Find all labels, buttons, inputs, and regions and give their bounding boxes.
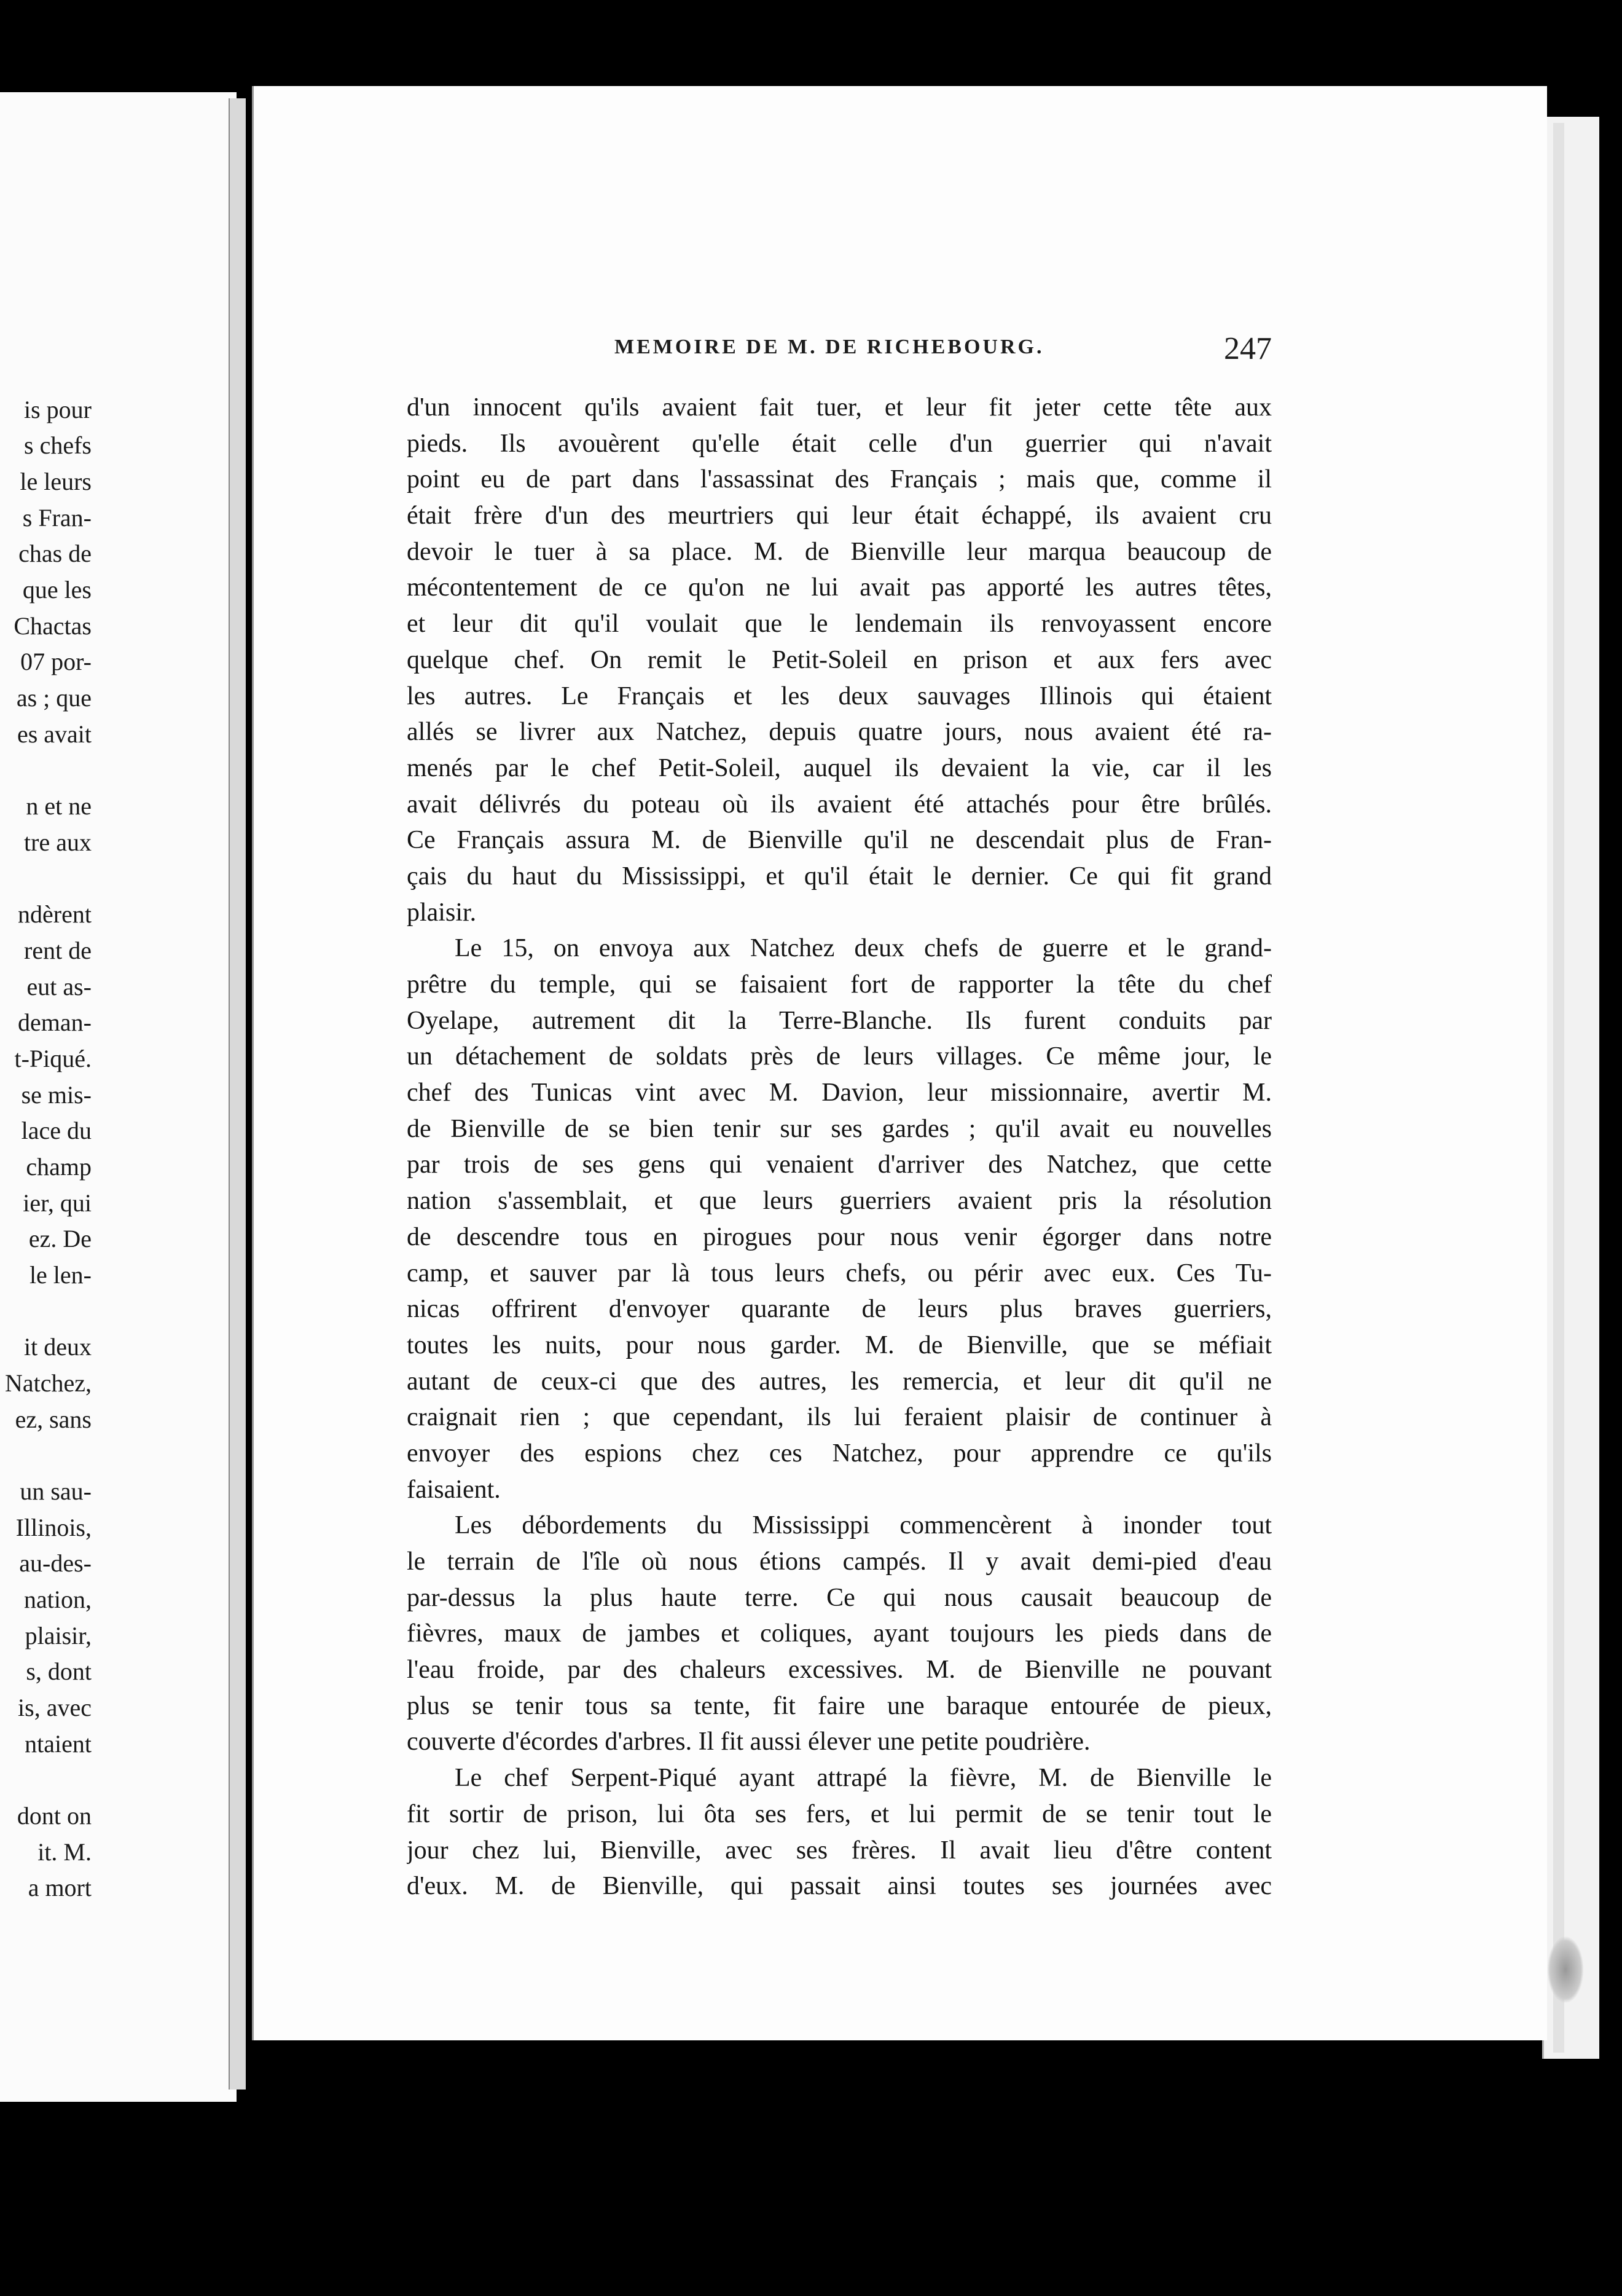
left-page-line: champ xyxy=(26,1153,92,1181)
left-page-line: it deux xyxy=(24,1333,92,1361)
left-page-line: le leurs xyxy=(20,468,92,495)
book-gutter xyxy=(229,98,246,2090)
left-page-line: ez, sans xyxy=(15,1406,92,1433)
left-page-line: es avait xyxy=(17,720,92,748)
text-line: autant de ceux-ci que des autres, les remercia, et leur dit qu'il ne xyxy=(407,1367,1272,1396)
left-page-line: se mis- xyxy=(21,1081,92,1109)
left-page-line: deman- xyxy=(18,1008,92,1036)
left-page-line: a mort xyxy=(28,1874,92,1901)
left-page-line: dont on xyxy=(17,1802,92,1830)
text-line: craignait rien ; que cependant, ils lui feraient plaisir de continuer à xyxy=(407,1403,1272,1432)
left-page-line: eut as- xyxy=(26,973,92,1001)
left-page-line: plaisir, xyxy=(25,1622,92,1649)
left-page-line: s chefs xyxy=(24,431,92,459)
left-page-line: chas de xyxy=(18,540,92,567)
left-page-line: un sau- xyxy=(20,1477,92,1505)
text-line: çais du haut du Mississippi, et qu'il était le dernier. Ce qui fit grand xyxy=(407,862,1272,890)
page-number: 247 xyxy=(1224,331,1272,366)
text-line: allés se livrer aux Natchez, depuis quatre jours, nous avaient été ra- xyxy=(407,718,1272,747)
text-line: par-dessus la plus haute terre. Ce qui nous causait beaucoup de xyxy=(407,1583,1272,1612)
text-line: couverte d'écordes d'arbres. Il fit aussi élever une petite poudrière. xyxy=(407,1728,1091,1756)
running-title: MEMOIRE DE M. DE RICHEBOURG. xyxy=(614,336,1044,358)
left-page-line: t-Piqué. xyxy=(14,1045,92,1072)
text-line: menés par le chef Petit-Soleil, auquel ils devaient la vie, car il les xyxy=(407,753,1272,782)
text-line: mécontentement de ce qu'on ne lui avait pas apporté les autres têtes, xyxy=(407,573,1272,602)
left-page-line: it. M. xyxy=(37,1838,92,1866)
text-line: nicas offrirent d'envoyer quarante de leurs plus braves guerriers, xyxy=(407,1295,1272,1324)
text-line: nation s'assemblait, et que leurs guerriers avaient pris la résolution xyxy=(407,1187,1272,1216)
text-line: pieds. Ils avouèrent qu'elle était celle d'un guerrier qui n'avait xyxy=(407,429,1272,458)
text-line: l'eau froide, par des chaleurs excessives. M. de Bienville ne pouvant xyxy=(407,1656,1272,1685)
running-header xyxy=(614,331,1272,368)
text-line: envoyer des espions chez ces Natchez, pour apprendre ce qu'ils xyxy=(407,1439,1272,1468)
left-page-line: Natchez, xyxy=(4,1369,92,1397)
left-page-line: tre aux xyxy=(24,828,92,856)
body-text xyxy=(407,390,1272,1905)
text-line: quelque chef. On remit le Petit-Soleil en prison et aux fers avec xyxy=(407,645,1272,674)
page-edge-shadow xyxy=(1553,123,1564,2053)
left-page-line: n et ne xyxy=(26,792,92,820)
left-facing-page xyxy=(0,92,237,2102)
left-page-line: ntaient xyxy=(25,1730,92,1758)
text-line: point eu de part dans l'assassinat des Français ; mais que, comme il xyxy=(407,465,1272,494)
text-line: de descendre tous en pirogues pour nous venir égorger dans notre xyxy=(407,1222,1272,1251)
text-line: Oyelape, autrement dit la Terre-Blanche. Ils furent conduits par xyxy=(407,1006,1272,1035)
left-page-line: s, dont xyxy=(26,1657,92,1685)
left-page-line: as ; que xyxy=(16,684,92,712)
text-line: le terrain de l'île où nous étions campés. Il y avait demi-pied d'eau xyxy=(407,1547,1272,1576)
text-line: camp, et sauver par là tous leurs chefs, ou périr avec eux. Ces Tu- xyxy=(407,1259,1272,1288)
paper-blemish xyxy=(1547,1936,1584,2003)
left-page-line: is pour xyxy=(24,396,92,423)
text-line: plaisir. xyxy=(407,898,477,927)
text-line: les autres. Le Français et les deux sauvages Illinois qui étaient xyxy=(407,682,1272,710)
text-line: et leur dit qu'il voulait que le lendemain ils renvoyassent encore xyxy=(407,610,1272,639)
text-line: était frère d'un des meurtriers qui leur était échappé, ils avaient cru xyxy=(407,501,1272,530)
left-page-line: que les xyxy=(22,576,92,603)
text-line: d'un innocent qu'ils avaient fait tuer, et leur fit jeter cette tête aux xyxy=(407,393,1272,422)
text-line: avait délivrés du poteau où ils avaient été attachés pour être brûlés. xyxy=(407,790,1272,819)
text-line: devoir le tuer à sa place. M. de Bienville leur marqua beaucoup de xyxy=(407,537,1272,566)
left-page-line: ier, qui xyxy=(23,1189,92,1217)
text-line: prêtre du temple, qui se faisaient fort de rapporter la tête du chef xyxy=(407,970,1272,999)
text-line: toutes les nuits, pour nous garder. M. de Bienville, que se méfiait xyxy=(407,1331,1272,1359)
left-page-line: is, avec xyxy=(18,1694,92,1721)
left-page-line: s Fran- xyxy=(22,504,92,532)
text-line: chef des Tunicas vint avec M. Davion, leur missionnaire, avertir M. xyxy=(407,1079,1272,1107)
text-line: Le chef Serpent-Piqué ayant attrapé la fièvre, M. de Bienville le xyxy=(455,1764,1272,1793)
left-page-line: rent de xyxy=(24,937,92,964)
text-line: Ce Français assura M. de Bienville qu'il ne descendait plus de Fran- xyxy=(407,826,1272,855)
text-line: plus se tenir tous sa tente, fit faire une baraque entourée de pieux, xyxy=(407,1691,1272,1720)
text-line: d'eux. M. de Bienville, qui passait ainsi toutes ses journées avec xyxy=(407,1872,1272,1901)
text-line: par trois de ses gens qui venaient d'arriver des Natchez, que cette xyxy=(407,1150,1272,1179)
left-page-line: Chactas xyxy=(14,612,92,640)
text-line: jour chez lui, Bienville, avec ses frères. Il avait lieu d'être content xyxy=(407,1836,1272,1865)
left-page-line: ez. De xyxy=(28,1225,92,1252)
text-line: Les débordements du Mississippi commencèrent à inonder tout xyxy=(455,1511,1272,1540)
left-page-line: 07 por- xyxy=(20,648,92,675)
text-line: Le 15, on envoya aux Natchez deux chefs de guerre et le grand- xyxy=(455,934,1272,963)
left-page-line: le len- xyxy=(29,1261,92,1289)
left-page-line: Illinois, xyxy=(15,1514,92,1541)
text-line: faisaient. xyxy=(407,1475,501,1504)
left-page-line: ndèrent xyxy=(18,900,92,928)
text-line: de Bienville de se bien tenir sur ses gardes ; qu'il avait eu nouvelles xyxy=(407,1114,1272,1143)
left-page-line: au-des- xyxy=(19,1549,92,1577)
left-page-line: nation, xyxy=(24,1586,92,1613)
text-line: un détachement de soldats près de leurs villages. Ce même jour, le xyxy=(407,1042,1272,1071)
page-edge-right xyxy=(1542,117,1599,2059)
text-line: fit sortir de prison, lui ôta ses fers, et lui permit de se tenir tout le xyxy=(407,1799,1272,1828)
left-page-line: lace du xyxy=(21,1117,92,1144)
text-line: fièvres, maux de jambes et coliques, ayant toujours les pieds dans de xyxy=(407,1619,1272,1648)
